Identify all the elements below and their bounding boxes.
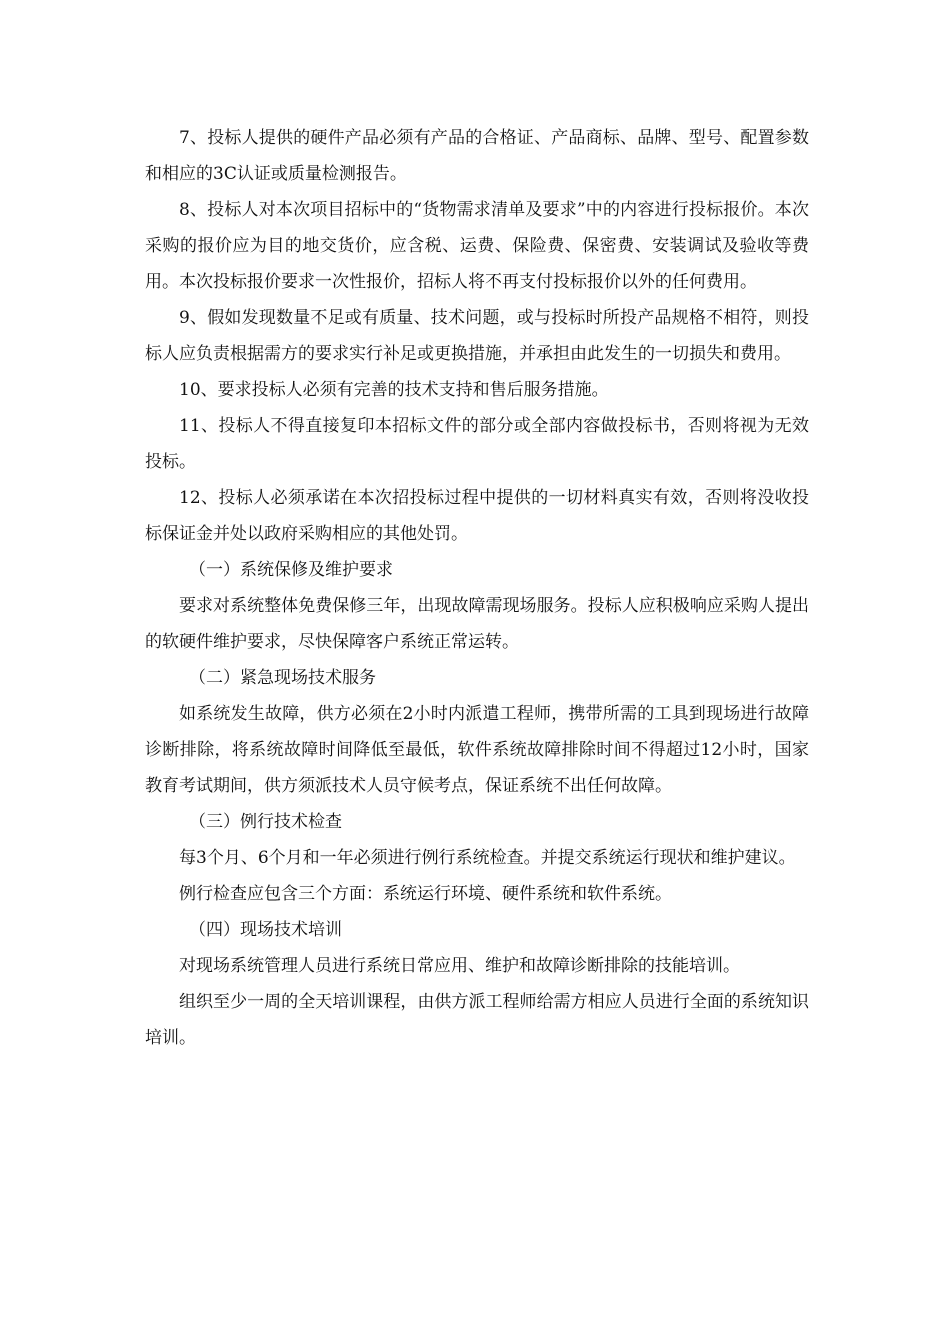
paragraph-item-10: 10、要求投标人必须有完善的技术支持和售后服务措施。	[179, 380, 609, 400]
paragraph-emergency-service: 如系统发生故障，供方必须在2小时内派遣工程师，携带所需的工具到现场进行故障诊断排除，将系统故障时间降低至最低，软件系统故障排除时间不得超过12小时，国家教育考试期间，供方须派技术人员守候考点，保证系统不出任何故障。	[145, 704, 809, 796]
paragraph-item-7: 7、投标人提供的硬件产品必须有产品的合格证、产品商标、品牌、型号、配置参数和相应的3C认证或质量检测报告。	[145, 128, 809, 184]
paragraph-item-8: 8、投标人对本次项目招标中的“货物需求清单及要求”中的内容进行投标报价。本次采购的报价应为目的地交货价，应含税、运费、保险费、保密费、安装调试及验收等费用。本次投标报价要求一次性报价，招标人将不再支付投标报价以外的任何费用。	[145, 200, 809, 292]
section-heading-routine-check: （三）例行技术检查	[189, 812, 342, 832]
paragraph-item-12: 12、投标人必须承诺在本次招投标过程中提供的一切材料真实有效，否则将没收投标保证金并处以政府采购相应的其他处罚。	[145, 488, 809, 544]
paragraph-routine-check-scope: 例行检查应包含三个方面：系统运行环境、硬件系统和软件系统。	[179, 884, 672, 904]
document-page	[145, 120, 809, 1056]
paragraph-routine-check-schedule: 每3个月、6个月和一年必须进行例行系统检查。并提交系统运行现状和维护建议。	[179, 848, 796, 868]
section-heading-emergency-service: （二）紧急现场技术服务	[189, 668, 376, 688]
paragraph-item-11: 11、投标人不得直接复印本招标文件的部分或全部内容做投标书，否则将视为无效投标。	[145, 416, 809, 472]
paragraph-training-admins: 对现场系统管理人员进行系统日常应用、维护和故障诊断排除的技能培训。	[179, 956, 740, 976]
paragraph-item-9: 9、假如发现数量不足或有质量、技术问题，或与投标时所投产品规格不相符，则投标人应负责根据需方的要求实行补足或更换措施，并承担由此发生的一切损失和费用。	[145, 308, 809, 364]
paragraph-training-course: 组织至少一周的全天培训课程，由供方派工程师给需方相应人员进行全面的系统知识培训。	[145, 992, 809, 1048]
paragraph-maintenance: 要求对系统整体免费保修三年，出现故障需现场服务。投标人应积极响应采购人提出的软硬件维护要求，尽快保障客户系统正常运转。	[145, 596, 809, 652]
section-heading-maintenance: （一）系统保修及维护要求	[189, 560, 393, 580]
section-heading-training: （四）现场技术培训	[189, 920, 342, 940]
